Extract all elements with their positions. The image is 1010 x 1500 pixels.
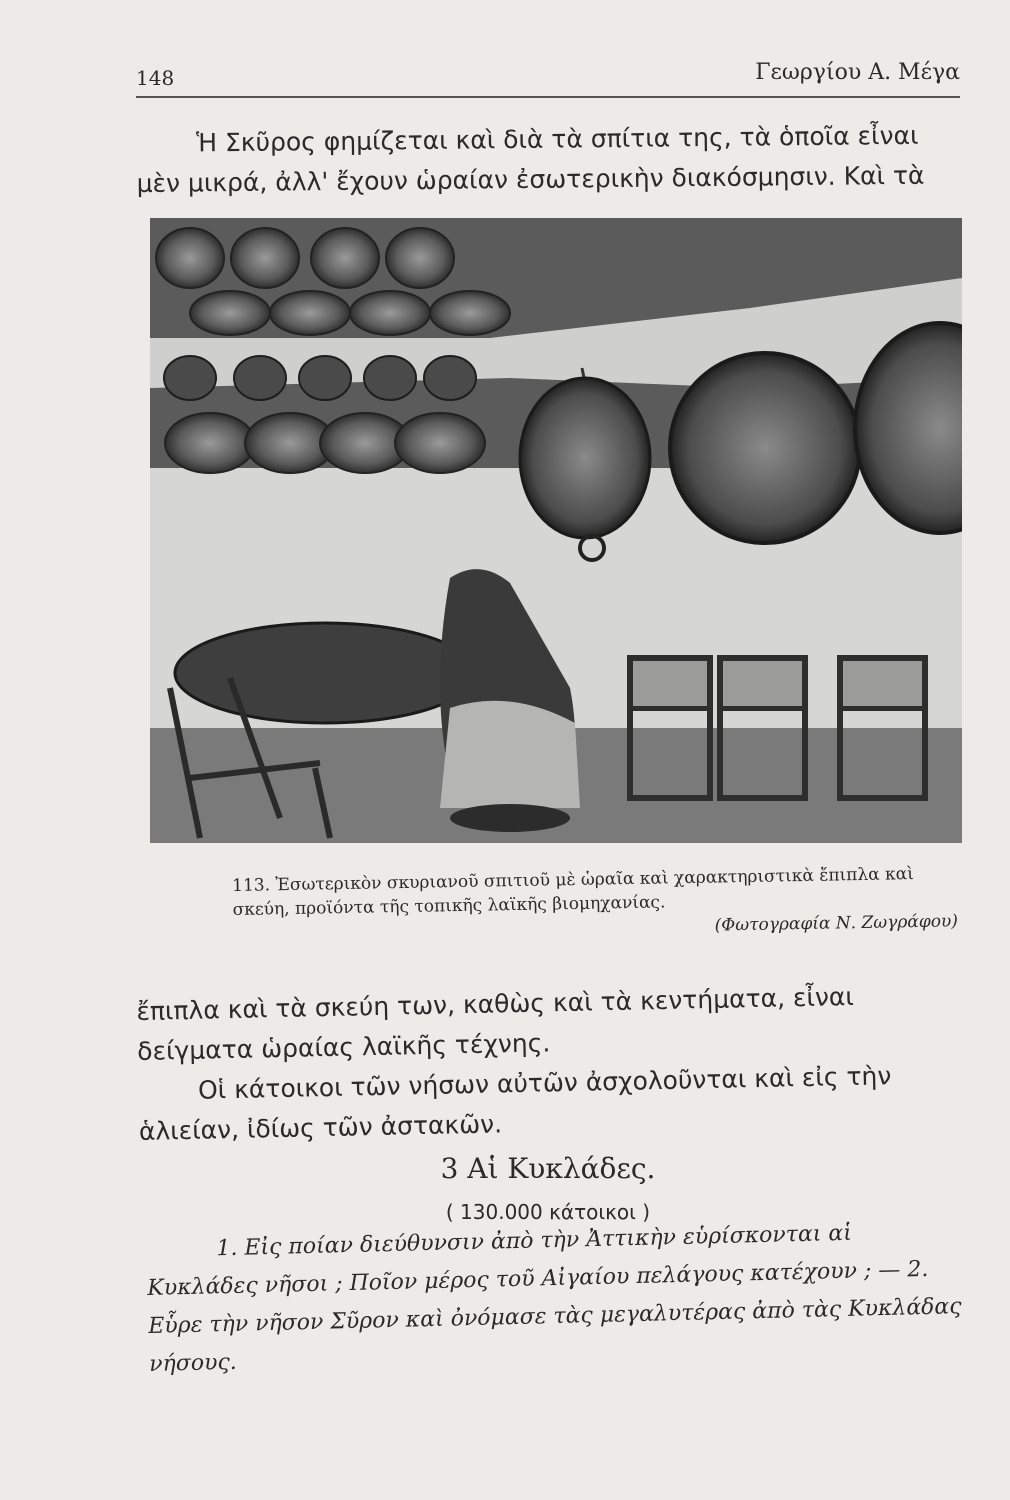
photo-credit: (Φωτογραφία Ν. Ζωγράφου) bbox=[714, 911, 959, 936]
paragraph-line-1: ἔπιπλα καὶ τὰ σκεύη των, καθὼς καὶ τὰ κεντήματα, εἶναι δείγματα ὡραίας λαϊκῆς τέχνης. bbox=[136, 981, 855, 1066]
running-head: Γεωργίου Α. Μέγα bbox=[755, 60, 960, 85]
interior-photograph bbox=[150, 218, 962, 843]
section-title: 3 Αἱ Κυκλάδες. bbox=[440, 1152, 656, 1185]
section-subtitle: ( 130.000 κάτοικοι ) bbox=[445, 1200, 651, 1224]
page-number: 148 bbox=[136, 66, 175, 90]
main-paragraph bbox=[136, 975, 963, 1152]
page-header bbox=[136, 60, 960, 98]
intro-paragraph: Ἡ Σκῦρος φημίζεται καὶ διὰ τὰ σπίτια της, τὰ ὁποῖα εἶναι μὲν μικρά, ἀλλ' ἔχουν ὡραίαν ἐσωτερικὴν διακόσμησιν. Καὶ τὰ bbox=[136, 120, 925, 198]
paragraph-line-2 bbox=[138, 1055, 963, 1152]
exercise-questions: 1. Εἰς ποίαν διεύθυνσιν ἀπὸ τὴν Ἀττικὴν εὑρίσκονται αἱ Κυκλάδες νῆσοι ; Ποῖον μέρος τοῦ Αἰγαίου πελάγους κατέχουν ; — 2. Εὗρε τὴν νῆσον Σῦρον καὶ ὀνόμασε τὰς μεγαλυτέρας ἀπὸ τὰς Κυκλάδας νήσους. bbox=[147, 1220, 962, 1377]
paragraph-line-2-text: Οἱ κάτοικοι τῶν νήσων αὐτῶν ἀσχολοῦνται καὶ εἰς τὴν ἁλιείαν, ἰδίως τῶν ἀστακῶν. bbox=[138, 1061, 892, 1146]
caption-text: 113. Ἐσωτερικὸν σκυριανοῦ σπιτιοῦ μὲ ὡραῖα καὶ χαρακτηριστικὰ ἔπιπλα καὶ σκεύη, προϊόντα τῆς τοπικῆς λαϊκῆς βιομηχανίας. bbox=[232, 864, 914, 920]
photo-caption bbox=[232, 861, 958, 946]
photo-illustration bbox=[150, 218, 962, 843]
